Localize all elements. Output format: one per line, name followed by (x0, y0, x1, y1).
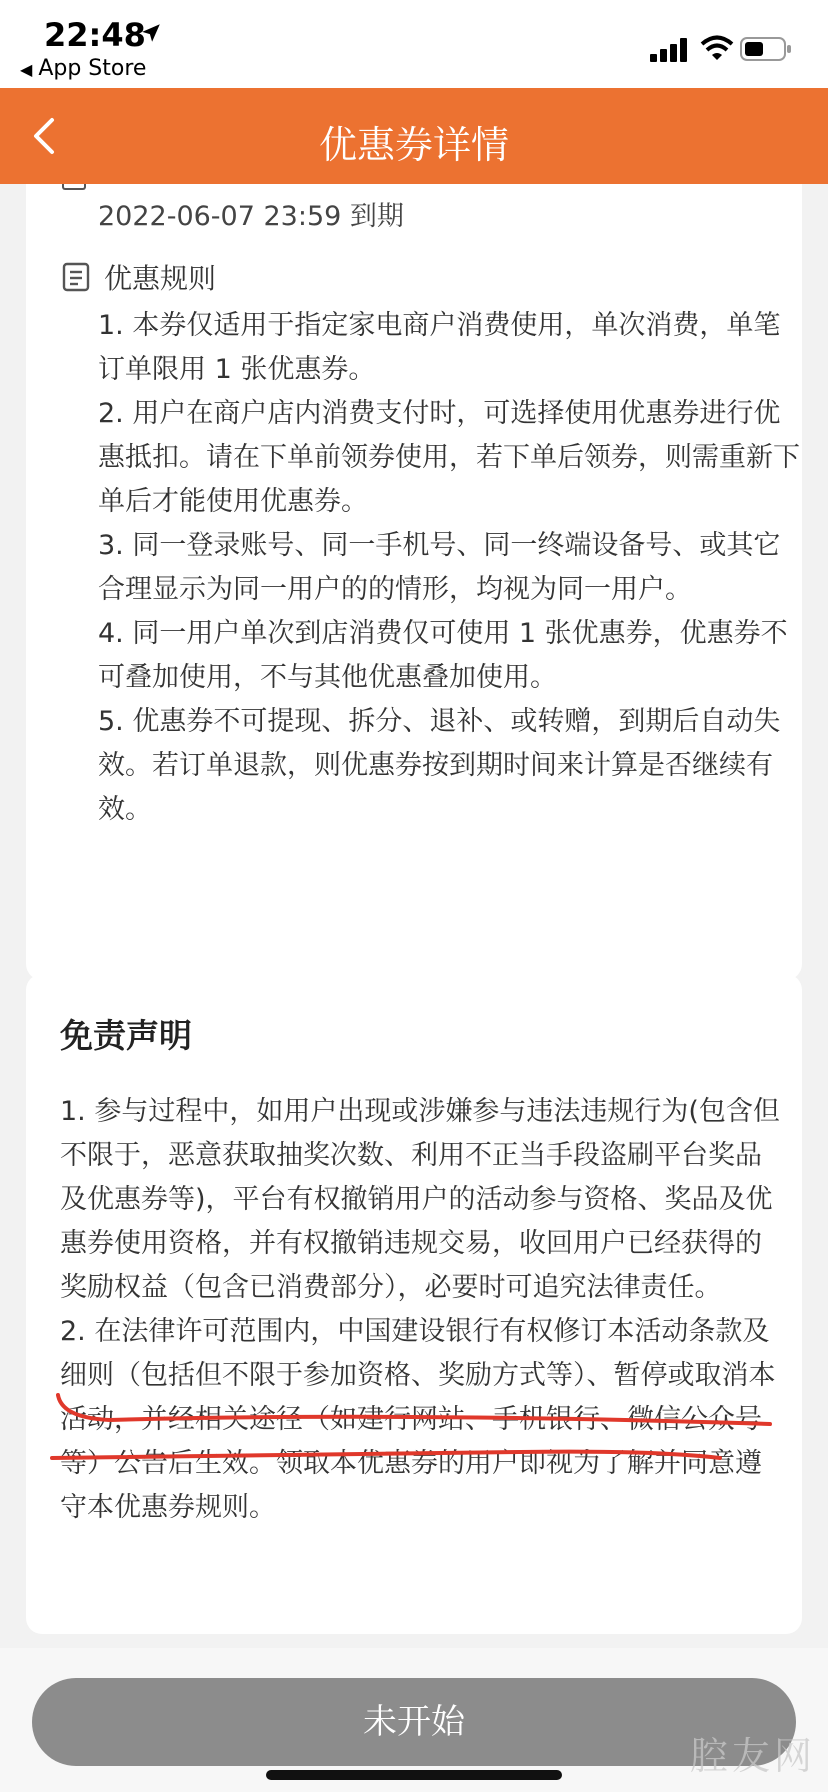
battery-icon (740, 36, 792, 62)
back-app-label: App Store (38, 56, 147, 81)
cellular-signal-icon (650, 38, 690, 62)
status-time: 22:48 (44, 16, 146, 54)
navigation-bar (0, 88, 828, 184)
disclaimer-title: 免责声明 (60, 1016, 192, 1055)
not-started-button[interactable]: 未开始 (32, 1678, 796, 1766)
rules-header (62, 259, 216, 295)
coupon-rules-card (26, 184, 802, 980)
rules-title: 优惠规则 (104, 262, 217, 295)
home-indicator[interactable] (266, 1770, 562, 1780)
location-arrow-icon (140, 22, 162, 44)
status-bar (0, 0, 828, 88)
rules-list (98, 304, 804, 832)
rule-item: 4. 同一用户单次到店消费仅可使用 1 张优惠券，优惠券不可叠加使用，不与其他优惠叠加使用。 (98, 618, 788, 693)
rule-item: 5. 优惠券不可提现、拆分、退补、或转赠，到期后自动失效。若订单退款，则优惠券按到期时间来计算是否继续有效。 (98, 706, 781, 825)
document-list-icon (62, 262, 90, 292)
coupon-expiry: 2022-06-07 23:59 到期 (98, 201, 404, 232)
watermark: 腔友网 (690, 1734, 817, 1778)
page-title: 优惠券详情 (318, 123, 509, 167)
disclaimer-card (26, 974, 802, 1634)
back-triangle-icon: ◀ (20, 60, 33, 79)
rule-item: 1. 本券仅适用于指定家电商户消费使用，单次消费，单笔订单限用 1 张优惠券。 (98, 310, 781, 385)
disclaimer-item: 2. 在法律许可范围内，中国建设银行有权修订本活动条款及细则（包括但不限于参加资格、奖励方式等）、暂停或取消本活动，并经相关途径（如建行网站、手机银行、微信公众号等）公告后生效。领取本优惠券的用户即视为了解并同意遵守本优惠券规则。 (60, 1316, 776, 1523)
wifi-icon (700, 34, 734, 62)
disclaimer-item: 1. 参与过程中，如用户出现或涉嫌参与违法违规行为(包含但不限于，恶意获取抽奖次数、利用不正当手段盗刷平台奖品及优惠券等)，平台有权撤销用户的活动参与资格、奖品及优惠券使用资格，并有权撤销违规交易，收回用户已经获得的奖励权益（包含已消费部分），必要时可追究法律责任。 (60, 1096, 780, 1303)
disclaimer-list (60, 1090, 782, 1530)
rule-item: 3. 同一登录账号、同一手机号、同一终端设备号、或其它合理显示为同一用户的的情形，均视为同一用户。 (98, 530, 781, 605)
rule-item: 2. 用户在商户店内消费支付时，可选择使用优惠券进行优惠抵扣。请在下单前领券使用，若下单后领券，则需重新下单后才能使用优惠券。 (98, 398, 800, 517)
content-scroll[interactable] (0, 184, 828, 1648)
back-to-app-link[interactable] (20, 56, 146, 81)
calendar-icon (62, 184, 86, 190)
